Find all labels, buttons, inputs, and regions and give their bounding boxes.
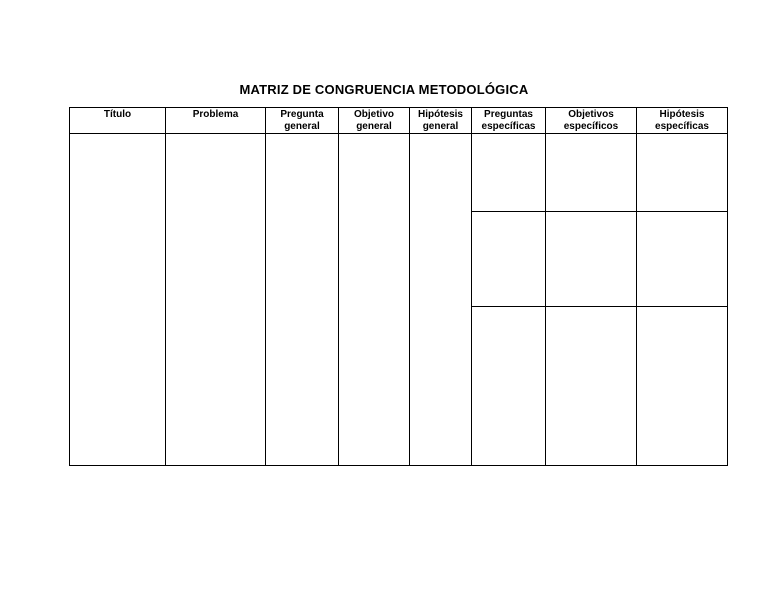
table-row — [70, 134, 728, 212]
cell-hipotesis-general[interactable] — [410, 134, 472, 466]
cell-hipotesis-especifica-1[interactable] — [637, 134, 728, 212]
header-hipotesis-especificas: Hipótesis específicas — [637, 108, 728, 134]
cell-hipotesis-especifica-3[interactable] — [637, 307, 728, 466]
cell-objetivo-general[interactable] — [339, 134, 410, 466]
header-row — [70, 108, 728, 134]
header-titulo: Título — [70, 108, 166, 134]
header-hipotesis-general: Hipótesis general — [410, 108, 472, 134]
header-objetivos-especificos: Objetivos específicos — [546, 108, 637, 134]
header-problema: Problema — [166, 108, 266, 134]
cell-objetivo-especifico-3[interactable] — [546, 307, 637, 466]
header-preguntas-especificas: Preguntas específicas — [472, 108, 546, 134]
cell-problema[interactable] — [166, 134, 266, 466]
cell-pregunta-general[interactable] — [266, 134, 339, 466]
header-objetivo-general: Objetivo general — [339, 108, 410, 134]
cell-objetivo-especifico-2[interactable] — [546, 212, 637, 307]
cell-objetivo-especifico-1[interactable] — [546, 134, 637, 212]
page-title: MATRIZ DE CONGRUENCIA METODOLÓGICA — [239, 82, 529, 97]
cell-pregunta-especifica-2[interactable] — [472, 212, 546, 307]
cell-pregunta-especifica-1[interactable] — [472, 134, 546, 212]
header-pregunta-general: Pregunta general — [266, 108, 339, 134]
congruence-matrix-table — [69, 107, 728, 466]
cell-titulo[interactable] — [70, 134, 166, 466]
cell-hipotesis-especifica-2[interactable] — [637, 212, 728, 307]
cell-pregunta-especifica-3[interactable] — [472, 307, 546, 466]
